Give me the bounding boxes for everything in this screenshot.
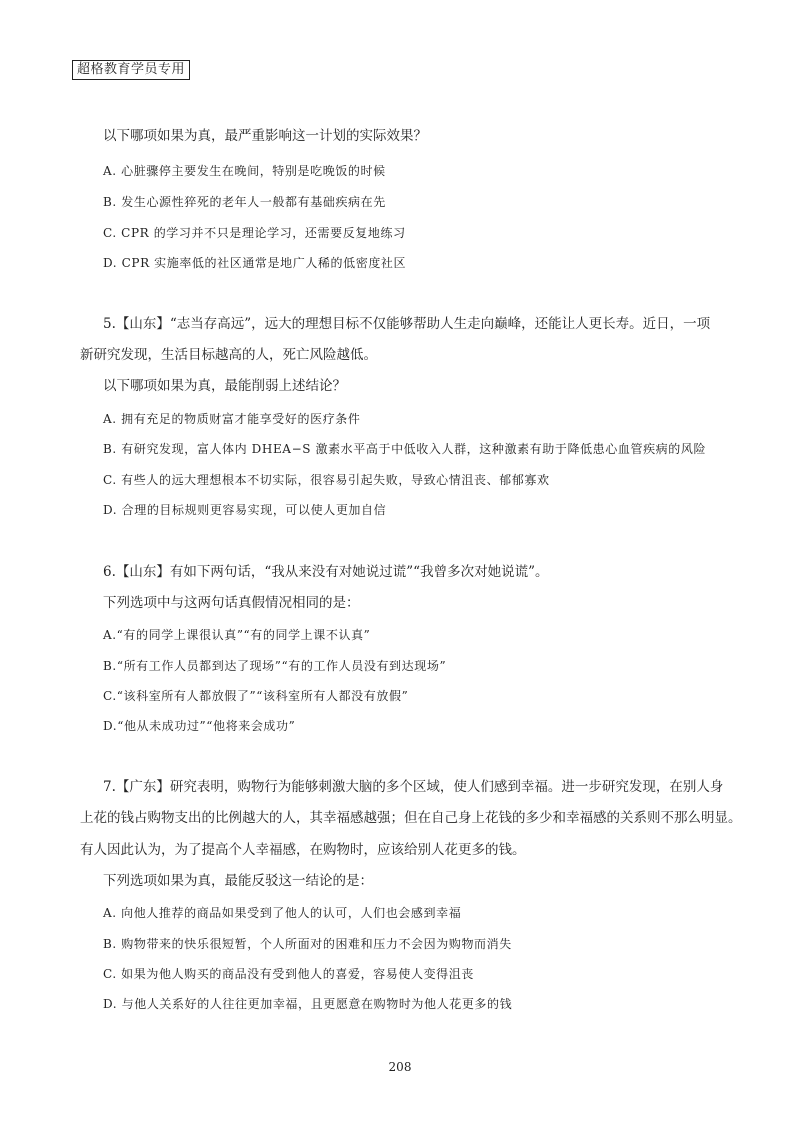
header-tag: 超格教育学员专用 <box>72 60 190 80</box>
q6-prompt: 下列选项中与这两句话真假情况相同的是： <box>103 595 360 611</box>
q6-option-c: C.“该科室所有人都放假了”“该科室所有人都没有放假” <box>103 689 409 703</box>
q4-option-a: A. 心脏骤停主要发生在晚间，特别是吃晚饭的时候 <box>103 164 386 178</box>
q5-option-c: C. 有些人的远大理想根本不切实际，很容易引起失败，导致心情沮丧、郁郁寡欢 <box>103 473 550 487</box>
q5-stem-line-1: 5.【山东】“志当存高远”，远大的理想目标不仅能够帮助人生走向巅峰，还能让人更长寿。近日，一项 <box>103 316 711 332</box>
q7-option-a: A. 向他人推荐的商品如果受到了他人的认可，人们也会感到幸福 <box>103 906 462 920</box>
q7-option-c: C. 如果为他人购买的商品没有受到他人的喜爱，容易使人变得沮丧 <box>103 967 474 981</box>
q4-prompt: 以下哪项如果为真，最严重影响这一计划的实际效果？ <box>103 128 427 144</box>
q7-stem-line-3: 有人因此认为，为了提高个人幸福感，在购物时，应该给别人花更多的钱。 <box>80 842 526 858</box>
q6-stem: 6.【山东】有如下两句话，“我从来没有对她说过谎”“我曾多次对她说谎”。 <box>103 564 549 580</box>
q4-option-c: C. CPR 的学习并不只是理论学习，还需要反复地练习 <box>103 226 406 240</box>
q7-option-b: B. 购物带来的快乐很短暂，个人所面对的困难和压力不会因为购物而消失 <box>103 937 512 951</box>
q5-option-d: D. 合理的目标规则更容易实现，可以使人更加自信 <box>103 503 387 517</box>
page-number: 208 <box>388 1060 412 1074</box>
q6-option-b: B.“所有工作人员都到达了现场”“有的工作人员没有到达现场” <box>103 659 447 673</box>
q7-prompt: 下列选项如果为真，最能反驳这一结论的是： <box>103 873 373 889</box>
q5-option-a: A. 拥有充足的物质财富才能享受好的医疗条件 <box>103 412 361 426</box>
q7-stem-line-2: 上花的钱占购物支出的比例越大的人，其幸福感越强；但在自己身上花钱的多少和幸福感的关系则不那么明显。 <box>80 810 742 826</box>
q5-prompt: 以下哪项如果为真，最能削弱上述结论？ <box>103 378 346 394</box>
q5-stem-line-2: 新研究发现，生活目标越高的人，死亡风险越低。 <box>80 347 377 363</box>
q4-option-b: B. 发生心源性猝死的老年人一般都有基础疾病在先 <box>103 195 386 209</box>
q6-option-a: A.“有的同学上课很认真”“有的同学上课不认真” <box>103 628 371 642</box>
q6-option-d: D.“他从未成功过”“他将来会成功” <box>103 719 296 733</box>
q4-option-d: D. CPR 实施率低的社区通常是地广人稀的低密度社区 <box>103 256 407 270</box>
q7-stem-line-1: 7.【广东】研究表明，购物行为能够刺激大脑的多个区域，使人们感到幸福。进一步研究发现，在别人身 <box>103 779 724 795</box>
q7-option-d: D. 与他人关系好的人往往更加幸福，且更愿意在购物时为他人花更多的钱 <box>103 997 513 1011</box>
q5-option-b: B. 有研究发现，富人体内 DHEA−S 激素水平高于中低收入人群，这种激素有助于降低患心血管疾病的风险 <box>103 442 707 456</box>
